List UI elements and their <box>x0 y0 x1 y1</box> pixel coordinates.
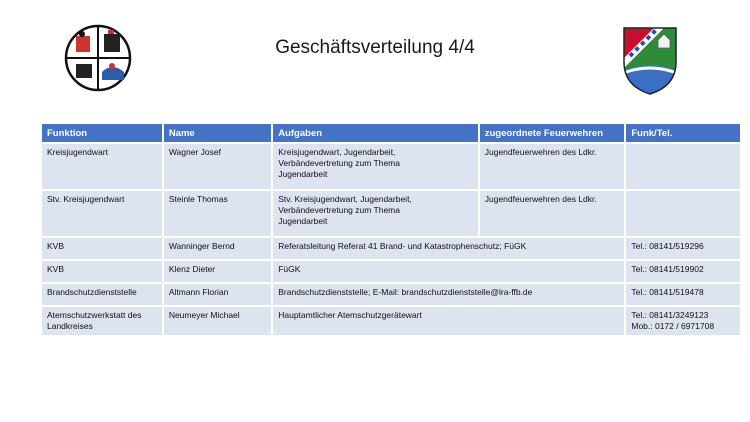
header-funktion: Funktion <box>42 124 162 142</box>
table-row <box>42 191 740 236</box>
aufgaben-line: Jugendarbeit <box>278 216 328 226</box>
cell-tel <box>626 191 740 236</box>
aufgaben-line: Verbändevertretung zum Thema <box>278 158 400 168</box>
tel-line: Tel.: 08141/3249123 <box>631 310 709 320</box>
cell-aufgaben: Brandschutzdienststelle; E-Mail: brandschutzdienststelle@lra-ffb.de <box>273 284 624 305</box>
cell-aufgaben: FüGK <box>273 261 624 282</box>
cell-name: Wagner Josef <box>164 144 271 189</box>
cell-name: Wanninger Bernd <box>164 238 271 259</box>
cell-name: Steinle Thomas <box>164 191 271 236</box>
table-row <box>42 144 740 189</box>
cell-funktion: Atemschutzwerkstatt des Landkreises <box>42 307 162 335</box>
cell-tel <box>626 307 740 335</box>
cell-aufgaben: Referatsleitung Referat 41 Brand- und Katastrophenschutz; FüGK <box>273 238 624 259</box>
cell-funktion: Brandschutzdienststelle <box>42 284 162 305</box>
cell-funktion: Stv. Kreisjugendwart <box>42 191 162 236</box>
cell-aufgaben <box>273 144 478 189</box>
fire-brigade-emblem-icon <box>64 24 132 92</box>
table-row <box>42 284 740 305</box>
header-aufgaben: Aufgaben <box>273 124 478 142</box>
page-title: Geschäftsverteilung 4/4 <box>275 37 475 58</box>
cell-name: Klenz Dieter <box>164 261 271 282</box>
cell-feuerwehren: Jugendfeuerwehren des Ldkr. <box>480 191 625 236</box>
table-row <box>42 307 740 335</box>
cell-aufgaben: Hauptamtlicher Atemschutzgerätewart <box>273 307 624 335</box>
header-funk-tel: Funk/Tel. <box>626 124 740 142</box>
table-row <box>42 238 740 259</box>
cell-funktion: Kreisjugendwart <box>42 144 162 189</box>
cell-tel <box>626 144 740 189</box>
aufgaben-line: Verbändevertretung zum Thema <box>278 205 400 215</box>
header-feuerwehren: zugeordnete Feuerwehren <box>480 124 625 142</box>
cell-funktion: KVB <box>42 238 162 259</box>
table-header-row <box>42 124 740 142</box>
aufgaben-line: Stv. Kreisjugendwart, Jugendarbeit, <box>278 194 412 204</box>
aufgaben-line: Kreisjugendwart, Jugendarbeit, <box>278 147 396 157</box>
cell-aufgaben <box>273 191 478 236</box>
cell-tel: Tel.: 08141/519478 <box>626 284 740 305</box>
mobile-line: Mob.: 0172 / 6971708 <box>631 321 715 331</box>
cell-feuerwehren: Jugendfeuerwehren des Ldkr. <box>480 144 625 189</box>
assignment-table <box>40 122 742 337</box>
cell-tel: Tel.: 08141/519902 <box>626 261 740 282</box>
district-coat-of-arms-icon <box>618 22 682 96</box>
header-name: Name <box>164 124 271 142</box>
cell-name: Altmann Florian <box>164 284 271 305</box>
cell-tel: Tel.: 08141/519296 <box>626 238 740 259</box>
aufgaben-line: Jugendarbeit <box>278 169 328 179</box>
table-row <box>42 261 740 282</box>
cell-funktion: KVB <box>42 261 162 282</box>
cell-name: Neumeyer Michael <box>164 307 271 335</box>
